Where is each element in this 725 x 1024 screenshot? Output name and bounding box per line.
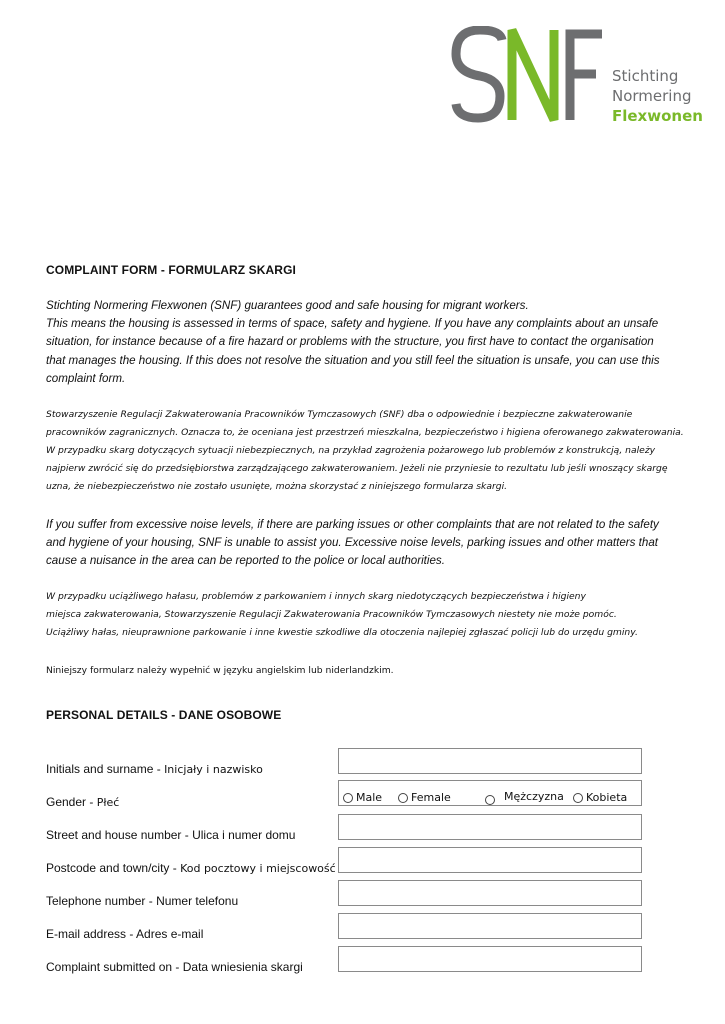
label-gender-pl: Płeć xyxy=(96,796,120,809)
intro-en-line: that manages the housing. If this does not resolve the situation and you still feel the situation is unsafe, you can use this xyxy=(46,353,660,367)
intro-pl-line: pracowników zagranicznych. Oznacza to, że oceniana jest przestrzeń mieszkalna, bezpieczeństwo i higiena oferowanego zakwaterowania. xyxy=(46,427,684,438)
section-title-personal-details: PERSONAL DETAILS - DANE OSOBOWE xyxy=(46,708,282,722)
intro-en-line: Stichting Normering Flexwonen (SNF) guarantees good and safe housing for migrant workers. xyxy=(46,299,529,312)
initials-input[interactable] xyxy=(338,748,642,774)
logo-line-stichting: Stichting xyxy=(612,67,679,85)
email-input[interactable] xyxy=(338,913,642,939)
radio-circle-icon xyxy=(485,795,495,805)
label-postcode-en: Postcode and town/city - xyxy=(46,861,181,875)
intro-pl-line: W przypadku skarg dotyczących sytuacji niebezpiecznych, na przykład zagrożenia pożarowego lub problemów z konstrukcją, należy xyxy=(46,445,656,456)
label-gender xyxy=(46,795,119,809)
label-initials xyxy=(46,762,263,776)
radio-female-label: Female xyxy=(411,791,451,804)
intro-polish xyxy=(46,406,696,496)
street-input[interactable] xyxy=(338,814,642,840)
radio-male-label: Male xyxy=(356,791,383,804)
intro-pl-line: najpierw zwrócić się do przedsiębiorstwa zarządzającego zakwaterowaniem. Jeżeli nie przyniesie to rezultatu lub jeśli wnoszący skargę xyxy=(46,463,668,474)
radio-kobieta-label: Kobieta xyxy=(586,791,628,804)
noise-polish xyxy=(46,588,696,642)
radio-female[interactable] xyxy=(398,791,451,804)
language-note: Niniejszy formularz należy wypełnić w języku angielskim lub niderlandzkim. xyxy=(46,665,394,676)
label-initials-pl: Inicjały i nazwisko xyxy=(164,763,263,776)
noise-english xyxy=(46,516,686,571)
label-email: E-mail address - Adres e-mail xyxy=(46,927,204,941)
label-gender-en: Gender - xyxy=(46,795,97,809)
noise-pl-line: miejsca zakwaterowania, Stowarzyszenie Regulacji Zakwaterowania Pracowników Tymczasowych niestety nie może pomóc. xyxy=(46,609,617,620)
radio-mezczyzna[interactable] xyxy=(485,787,564,805)
radio-kobieta[interactable] xyxy=(573,791,627,804)
radio-mezczyzna-label: Mężczyzna xyxy=(504,789,564,803)
radio-circle-icon xyxy=(573,793,583,803)
label-submitted: Complaint submitted on - Data wniesienia skargi xyxy=(46,960,303,974)
noise-pl-line: Uciążliwy hałas, nieuprawnione parkowanie i inne kwestie szkodliwe dla otoczenia najlepiej zgłaszać policji lub do urzędu gminy. xyxy=(46,627,638,638)
label-postcode-pl: Kod pocztowy i miejscowość xyxy=(180,862,336,875)
intro-pl-line: Stowarzyszenie Regulacji Zakwaterowania Pracowników Tymczasowych (SNF) dba o odpowiednie i bezpieczne zakwaterowanie xyxy=(46,409,633,420)
radio-circle-icon xyxy=(343,793,353,803)
label-postcode xyxy=(46,861,336,875)
label-initials-en: Initials and surname - xyxy=(46,762,165,776)
label-street: Street and house number - Ulica i numer domu xyxy=(46,828,296,842)
logo-wordmark xyxy=(612,66,703,126)
radio-circle-icon xyxy=(398,793,408,803)
noise-en-line: and hygiene of your housing, SNF is unable to assist you. Excessive noise levels, parking issues and other matters that xyxy=(46,536,659,550)
noise-pl-line: W przypadku uciążliwego hałasu, problemów z parkowaniem i innych skarg niedotyczących bezpieczeństwa i higieny xyxy=(46,591,586,602)
intro-english xyxy=(46,297,686,388)
intro-pl-line: uzna, że niebezpieczeństwo nie zostało usunięte, można skorzystać z niniejszego formularza skargi. xyxy=(46,481,508,492)
intro-en-line: This means the housing is assessed in terms of space, safety and hygiene. If you have any complaints about an unsafe xyxy=(46,317,659,331)
telephone-input[interactable] xyxy=(338,880,642,906)
noise-en-line: If you suffer from excessive noise levels, if there are parking issues or other complaints that are not related to the safety xyxy=(46,518,659,531)
intro-en-line: situation, for instance because of a fire hazard or problems with the structure, you first have to contact the organisation xyxy=(46,335,654,349)
radio-male[interactable] xyxy=(343,791,382,804)
noise-en-line: cause a nuisance in the area can be reported to the police or local authorities. xyxy=(46,554,445,568)
logo-line-normering: Normering xyxy=(612,87,692,105)
form-title: COMPLAINT FORM - FORMULARZ SKARGI xyxy=(46,263,296,277)
postcode-input[interactable] xyxy=(338,847,642,873)
logo-line-flexwonen: Flexwonen xyxy=(612,107,703,125)
label-telephone: Telephone number - Numer telefonu xyxy=(46,894,239,908)
intro-en-line: complaint form. xyxy=(46,371,126,385)
submitted-date-input[interactable] xyxy=(338,946,642,972)
